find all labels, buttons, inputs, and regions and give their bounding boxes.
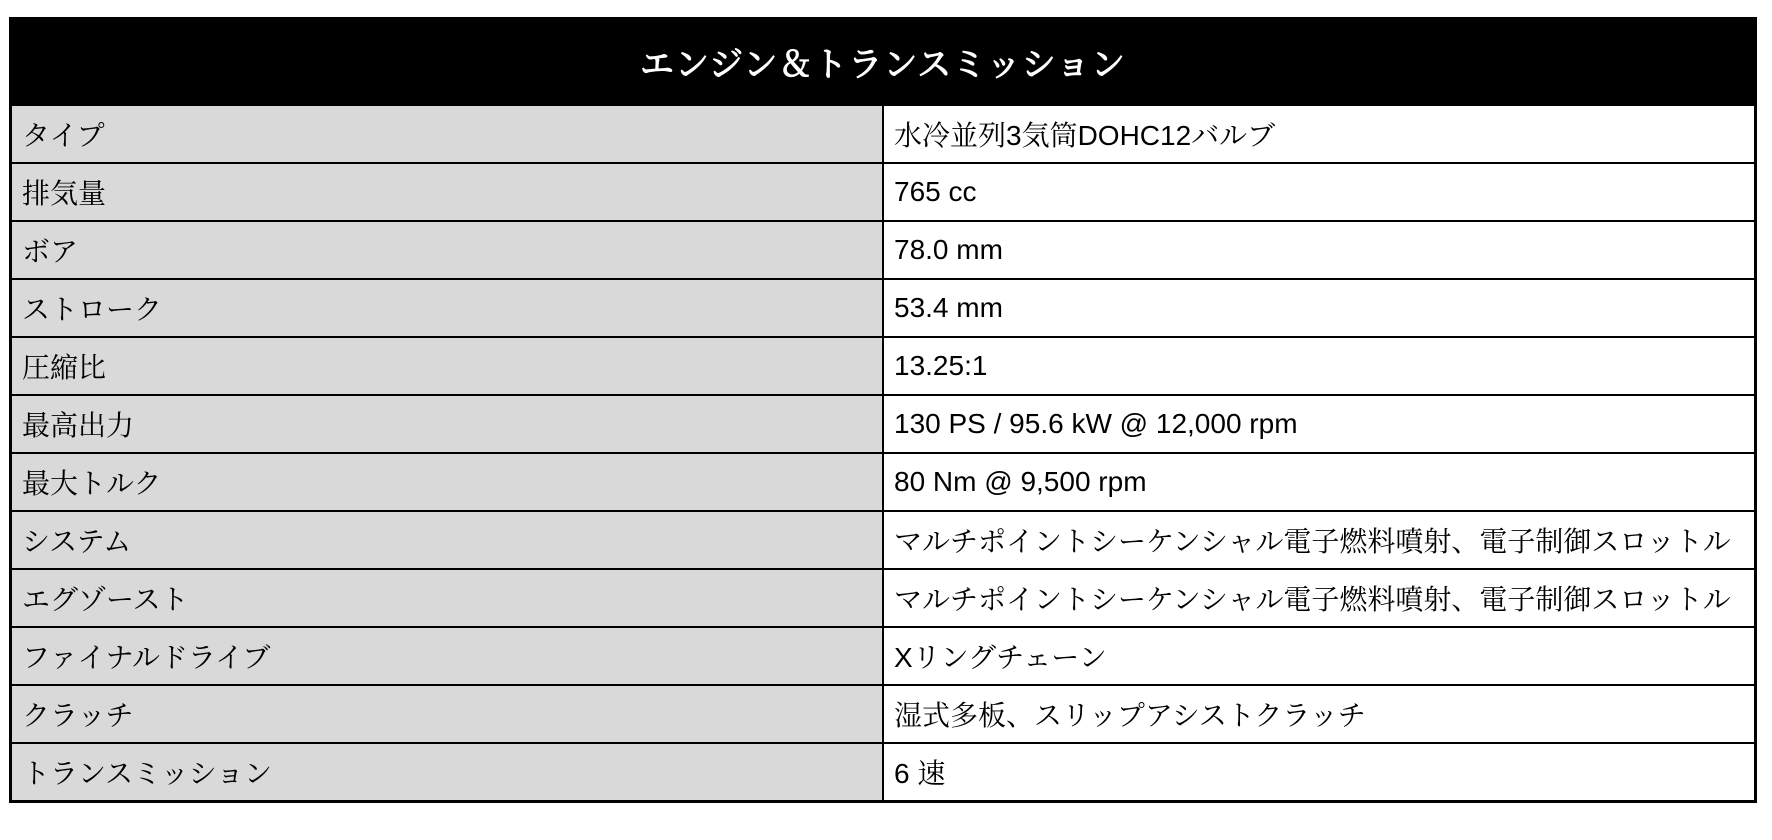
table-title: エンジン＆トランスミッション [11,19,1756,105]
spec-label-max-torque: 最大トルク [11,453,884,511]
table-row [11,279,1756,337]
spec-label-max-power: 最高出力 [11,395,884,453]
spec-value-transmission: 6 速 [883,743,1756,802]
table-row [11,395,1756,453]
spec-label-bore: ボア [11,221,884,279]
spec-value-type: 水冷並列3気筒DOHC12バルブ [883,105,1756,164]
spec-value-system: マルチポイントシーケンシャル電子燃料噴射、電子制御スロットル [883,511,1756,569]
table-row [11,627,1756,685]
spec-value-max-torque: 80 Nm @ 9,500 rpm [883,453,1756,511]
spec-label-clutch: クラッチ [11,685,884,743]
spec-value-exhaust: マルチポイントシーケンシャル電子燃料噴射、電子制御スロットル [883,569,1756,627]
table-row [11,221,1756,279]
spec-label-stroke: ストローク [11,279,884,337]
spec-value-compression: 13.25:1 [883,337,1756,395]
spec-value-clutch: 湿式多板、スリップアシストクラッチ [883,685,1756,743]
table-row [11,337,1756,395]
spec-value-displacement: 765 cc [883,163,1756,221]
table-row [11,453,1756,511]
spec-value-final-drive: Xリングチェーン [883,627,1756,685]
spec-value-bore: 78.0 mm [883,221,1756,279]
spec-value-max-power: 130 PS / 95.6 kW @ 12,000 rpm [883,395,1756,453]
table-row [11,511,1756,569]
spec-label-final-drive: ファイナルドライブ [11,627,884,685]
table-header-row [11,19,1756,105]
table-row [11,569,1756,627]
spec-label-system: システム [11,511,884,569]
spec-label-type: タイプ [11,105,884,164]
spec-label-compression: 圧縮比 [11,337,884,395]
table-row [11,163,1756,221]
spec-label-exhaust: エグゾースト [11,569,884,627]
spec-label-transmission: トランスミッション [11,743,884,802]
table-row [11,685,1756,743]
engine-spec-table [9,17,1757,803]
spec-value-stroke: 53.4 mm [883,279,1756,337]
table-row [11,743,1756,802]
table-row [11,105,1756,164]
spec-label-displacement: 排気量 [11,163,884,221]
